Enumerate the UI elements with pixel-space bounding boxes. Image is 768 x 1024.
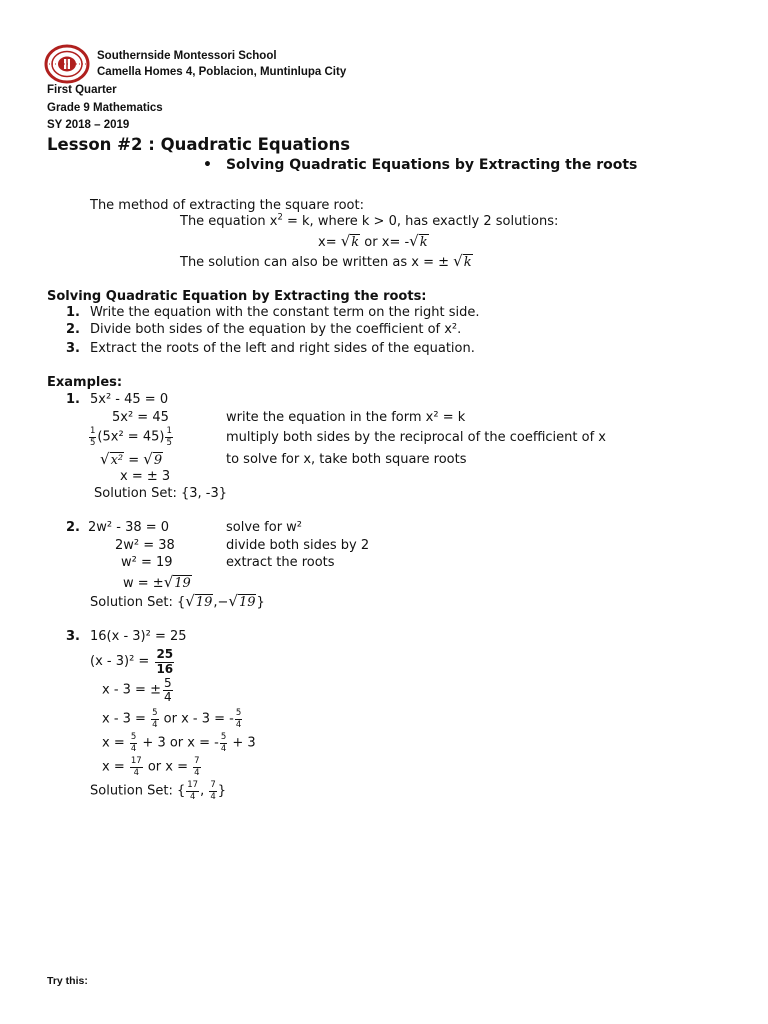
example-1-line-5: x = ± 3 — [120, 469, 171, 484]
examples-heading: Examples: — [47, 375, 123, 390]
example-2-note-3: extract the roots — [226, 555, 335, 570]
method-intro: The method of extracting the square root: — [90, 198, 364, 213]
example-3-line-6: x = $\frac{17}{4}$ or x = $\frac{7}{4}$ — [102, 756, 200, 778]
school-address: Camella Homes 4, Poblacion, Muntinlupa City — [97, 66, 347, 78]
example-2-line-2: 2w² = 38 — [115, 538, 175, 553]
example-2-line-1: 2. 2w² - 38 = 0 — [66, 520, 170, 535]
step-1: 1. Write the equation with the constant term on the right side. — [66, 305, 480, 320]
example-3-line-2: (x - 3)² = $\frac{25}{16}$ — [90, 647, 174, 676]
school-logo — [44, 44, 90, 84]
example-1-line-3: $\frac{1}{5}$ (5x² = 45) $\frac{1}{5}$ — [90, 426, 172, 448]
example-2-note-1: solve for w² — [226, 520, 303, 535]
method-solutions: x= √k or x= -√k — [318, 232, 428, 250]
example-3-line-4: x - 3 = $\frac{5}{4}$ or x - 3 = - $\frac{5}{4}$ — [102, 708, 242, 730]
try-this-label: Try this: — [47, 975, 88, 987]
quarter-label: First Quarter — [47, 84, 117, 96]
example-1-line-2: 5x² = 45 — [112, 410, 169, 425]
step-3: 3. Extract the roots of the left and right sides of the equation. — [66, 341, 475, 356]
example-1-note-3: multiply both sides by the reciprocal of the coefficient of x — [226, 430, 606, 445]
example-3-line-5: x = $\frac{5}{4}$ + 3 or x = - $\frac{5}{4}$ + 3 — [102, 732, 256, 754]
example-1-note-2: write the equation in the form x² = k — [226, 410, 466, 425]
example-3-line-3: x - 3 = ± $\frac{5}{4}$ — [102, 676, 172, 704]
subject-label: Grade 9 Mathematics — [47, 102, 163, 114]
lesson-bullet — [203, 157, 637, 173]
example-3-solution: Solution Set: { $\frac{17}{4}$ , $\frac{7}{4}$ } — [90, 780, 227, 802]
example-2-note-2: divide both sides by 2 — [226, 538, 370, 553]
example-2-line-3: w² = 19 — [121, 555, 173, 570]
bullet-icon: • — [203, 157, 212, 173]
lesson-title: Lesson #2 : Quadratic Equations — [47, 135, 351, 154]
steps-heading: Solving Quadratic Equation by Extracting the roots: — [47, 289, 427, 304]
example-1-solution: Solution Set: {3, -3} — [94, 486, 227, 501]
example-2-line-4: w = ±√19 — [123, 573, 191, 591]
method-statement: The equation $x^2 = k$, where k > 0, has exactly 2 solutions: — [180, 211, 559, 229]
lesson-subtitle: Solving Quadratic Equations by Extracting the roots — [225, 157, 638, 173]
method-alternative: The solution can also be written as x = ± √k — [180, 252, 472, 270]
example-3-line-1: 3. 16(x - 3)² = 25 — [66, 629, 187, 644]
example-1-line-1: 1. 5x² - 45 = 0 — [66, 392, 169, 407]
step-2: 2. Divide both sides of the equation by the coefficient of x². — [66, 322, 462, 337]
example-1-note-4: to solve for x, take both square roots — [226, 452, 467, 467]
school-year-label: SY 2018 – 2019 — [47, 119, 130, 131]
example-1-line-4: √x² = √9 — [100, 450, 163, 468]
school-name: Southernside Montessori School — [97, 50, 277, 62]
example-2-solution: Solution Set: {√19,−√19} — [90, 592, 265, 610]
